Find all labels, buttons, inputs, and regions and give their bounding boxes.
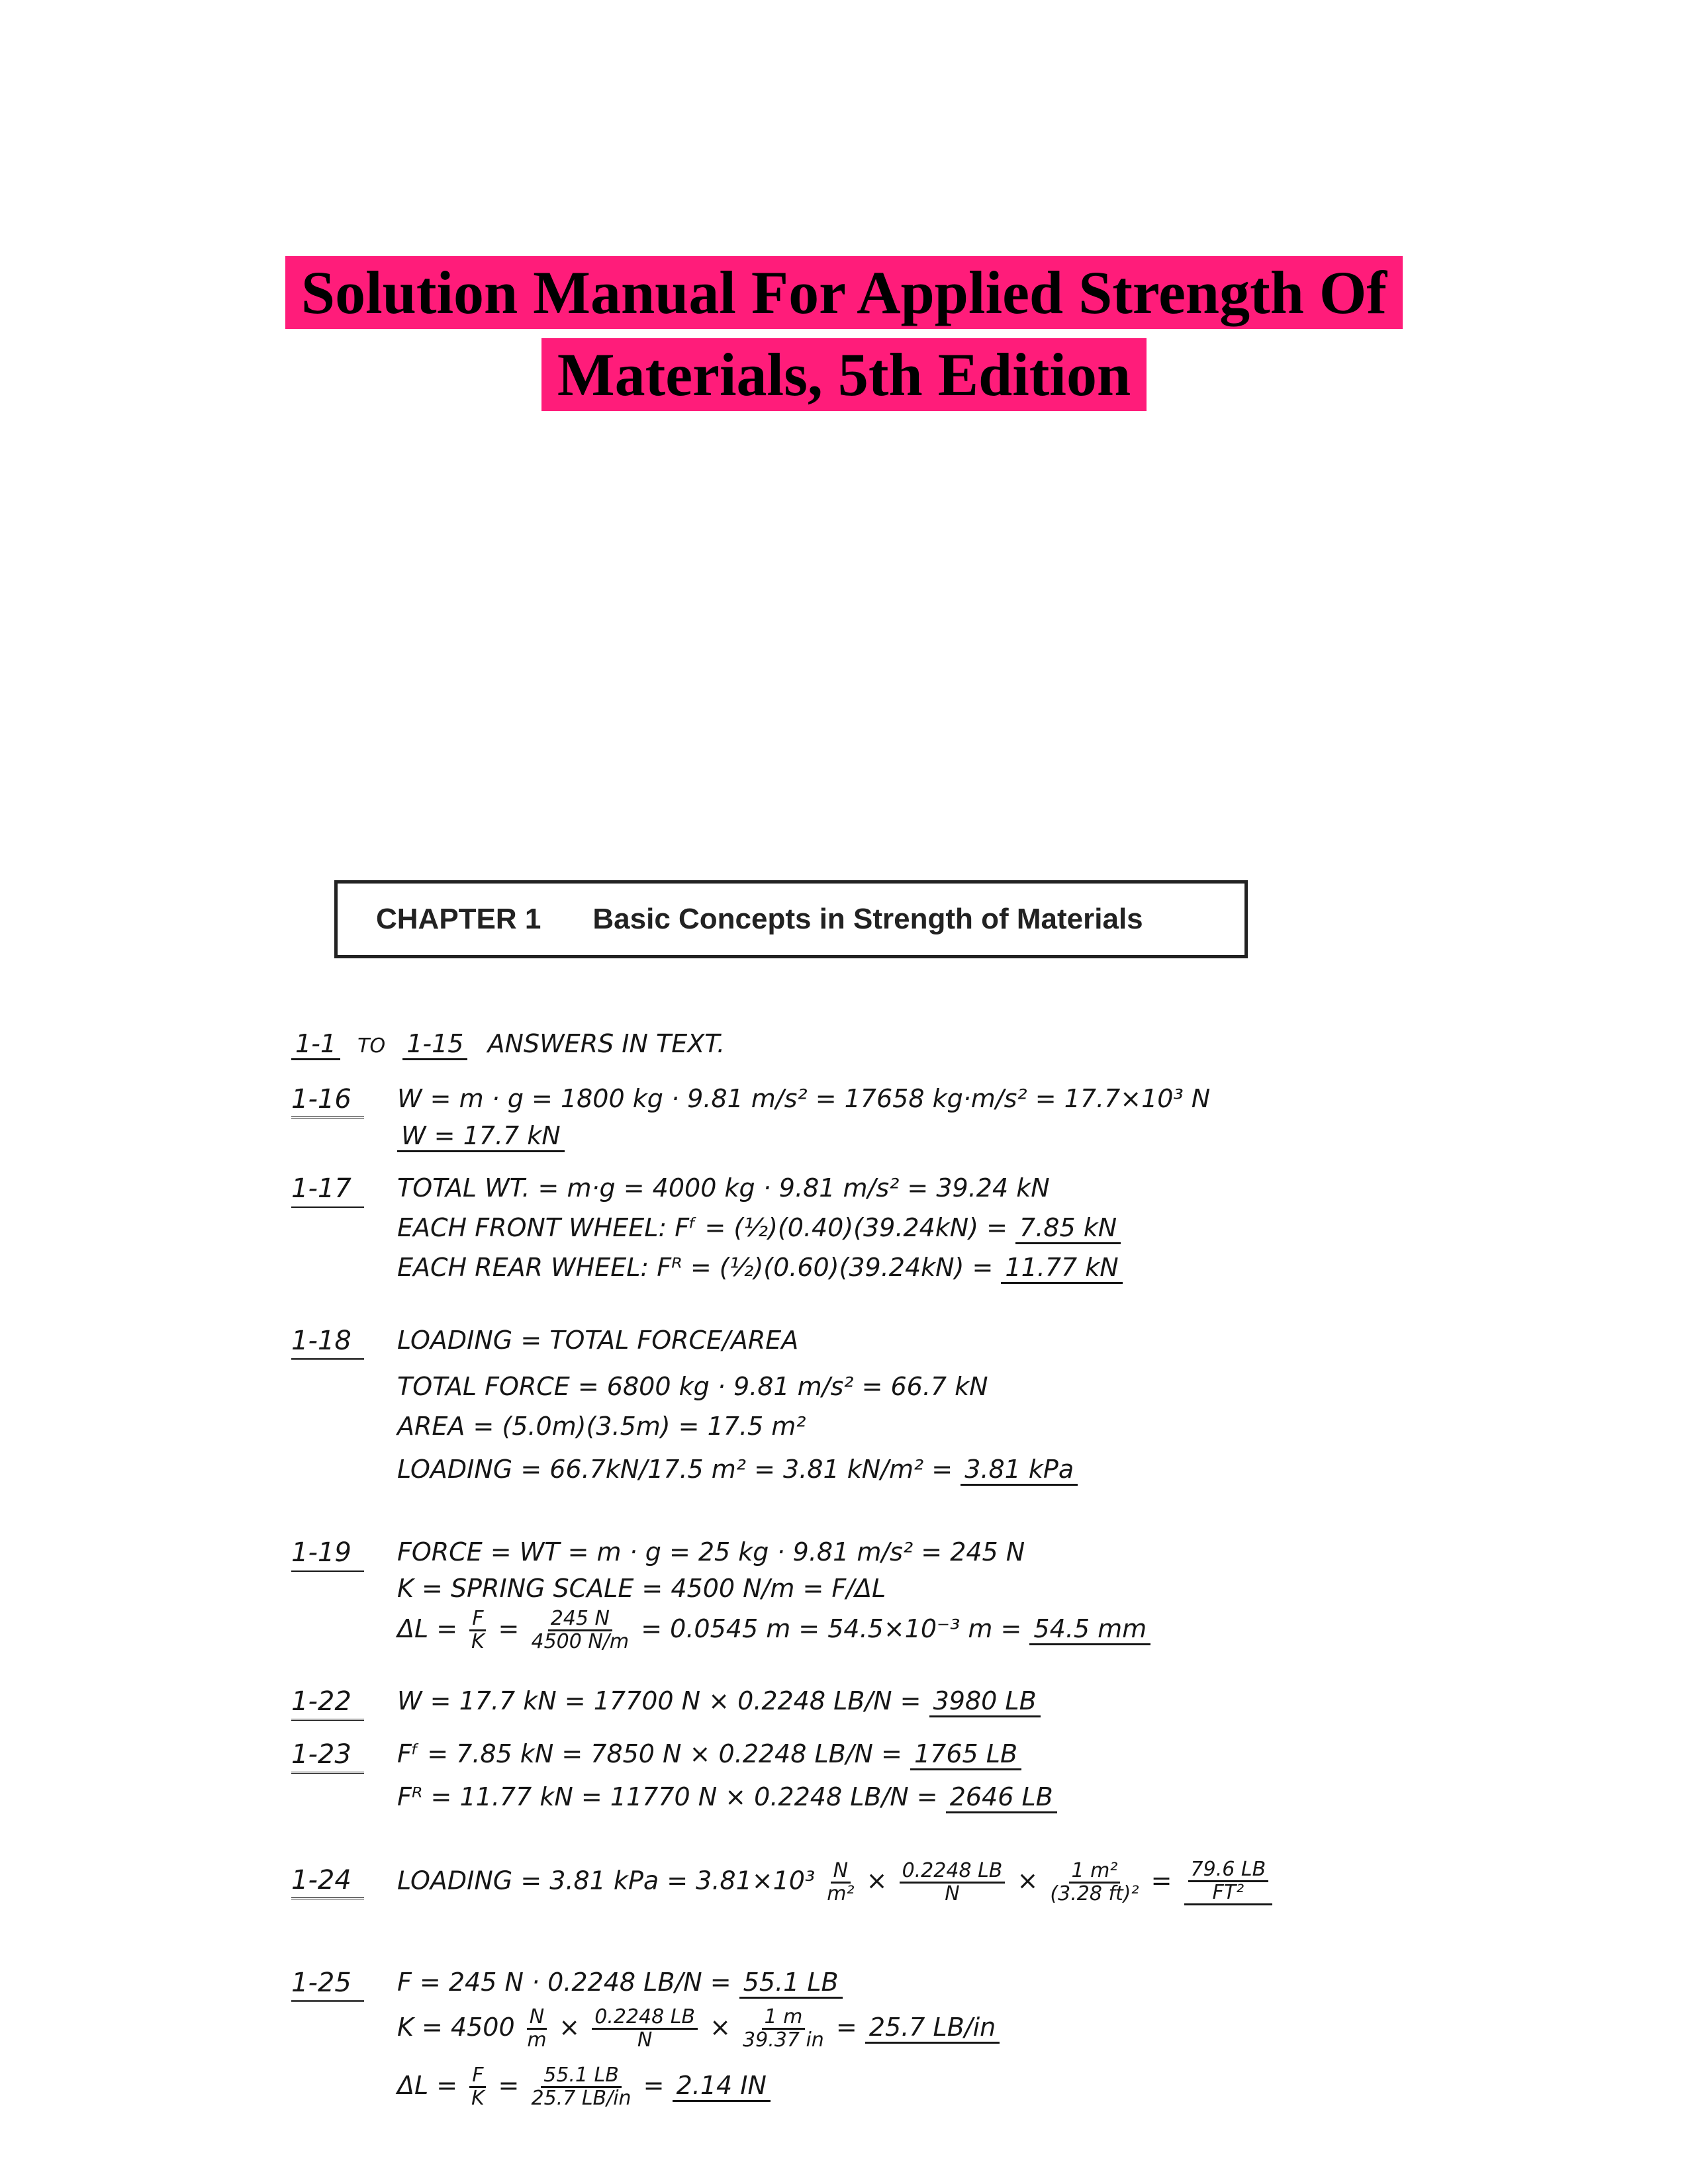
chapter-label: CHAPTER 1 <box>376 903 541 935</box>
problem-number-1-1: 1-1 <box>291 1029 340 1060</box>
fraction <box>592 2007 698 2051</box>
fraction <box>527 2007 547 2051</box>
result-expression: = 0.0545 m = 54.5×10⁻³ m = <box>641 1614 1022 1643</box>
equals: = <box>498 2071 520 2100</box>
times: × <box>559 2013 581 2042</box>
equals: = <box>835 2013 857 2042</box>
solution-line: TOTAL FORCE = 6800 kg · 9.81 m/s² = 66.7 kN <box>397 1372 988 1401</box>
problem-number: 1-24 <box>291 1863 364 1899</box>
solution-line: TOTAL WT. = m·g = 4000 kg · 9.81 m/s² = 39.24 kN <box>397 1173 1050 1203</box>
denominator: (3.28 ft)² <box>1050 1882 1139 1905</box>
solution-line <box>397 2007 1000 2051</box>
fraction <box>531 1608 629 1653</box>
solution-line <box>397 1684 1041 1717</box>
solution-line <box>397 1780 1057 1813</box>
answer: 3.81 kPa <box>961 1455 1078 1486</box>
fraction <box>827 1860 854 1905</box>
problem-number: 1-22 <box>291 1684 364 1721</box>
denominator: K <box>471 1630 485 1653</box>
denominator: 25.7 LB/in <box>531 2087 632 2110</box>
problem-number-1-15: 1-15 <box>402 1029 467 1060</box>
answer: 25.7 LB/in <box>865 2013 1000 2044</box>
fraction <box>469 2065 486 2109</box>
title-line-2: Materials, 5th Edition <box>541 338 1147 411</box>
numerator: 1 m² <box>1069 1860 1121 1884</box>
solution-line: AREA = (5.0m)(3.5m) = 17.5 m² <box>397 1412 806 1441</box>
solution-line <box>397 1608 1150 1653</box>
problem-number: 1-23 <box>291 1737 364 1774</box>
numerator: 0.2248 LB <box>592 2007 698 2030</box>
numerator: 1 m <box>762 2007 806 2030</box>
problem-1-1-to-1-15 <box>291 1029 725 1058</box>
equals: = <box>643 2071 665 2100</box>
numerator: N <box>831 1860 851 1884</box>
answer-line <box>397 1119 565 1152</box>
numerator: 55.1 LB <box>541 2065 622 2088</box>
chapter-name: Basic Concepts in Strength of Materials <box>592 903 1143 935</box>
delta-l-label: ΔL = <box>397 2071 458 2100</box>
solution-line <box>397 2065 771 2109</box>
times: × <box>866 1866 888 1895</box>
equals: = <box>498 1614 520 1643</box>
delta-l-label: ΔL = <box>397 1614 458 1643</box>
denominator: K <box>471 2087 485 2110</box>
answer: W = 17.7 kN <box>397 1121 565 1152</box>
denominator: 39.37 in <box>743 2028 824 2052</box>
rear-force-expression: Fᴿ = 11.77 kN = 11770 N × 0.2248 LB/N = <box>397 1782 938 1811</box>
fraction <box>743 2007 824 2051</box>
solution-line <box>397 1211 1121 1244</box>
problem-number: 1-16 <box>291 1082 364 1118</box>
problem-number: 1-17 <box>291 1171 364 1208</box>
problem-number: 1-18 <box>291 1324 364 1360</box>
loading-expression: LOADING = 3.81 kPa = 3.81×10³ <box>397 1866 816 1895</box>
numerator: 79.6 LB <box>1188 1859 1269 1882</box>
numerator: F <box>469 2065 486 2088</box>
solution-line: FORCE = WT = m · g = 25 kg · 9.81 m/s² = 245 N <box>397 1537 1025 1567</box>
fraction <box>1050 1860 1139 1905</box>
to-word: TO <box>357 1034 386 1058</box>
fraction <box>469 1608 486 1653</box>
answers-in-text: ANSWERS IN TEXT. <box>487 1029 726 1058</box>
title-line-1: Solution Manual For Applied Strength Of <box>285 256 1403 329</box>
fraction <box>900 1860 1006 1905</box>
problem-number: 1-25 <box>291 1966 364 2002</box>
rear-wheel-expression: EACH REAR WHEEL: Fᴿ = (½)(0.60)(39.24kN) = <box>397 1253 994 1282</box>
denominator: 4500 N/m <box>531 1630 630 1653</box>
solution-line <box>397 1453 1078 1486</box>
denominator: FT² <box>1212 1881 1244 1904</box>
answer: 54.5 mm <box>1029 1614 1150 1645</box>
numerator: 245 N <box>548 1608 612 1631</box>
solution-line: K = SPRING SCALE = 4500 N/m = F/ΔL <box>397 1574 886 1603</box>
denominator: m² <box>827 1882 855 1905</box>
numerator: 0.2248 LB <box>900 1860 1006 1884</box>
times: × <box>710 2013 731 2042</box>
answer: 55.1 LB <box>739 1968 843 1999</box>
denominator: N <box>945 1882 960 1905</box>
denominator: m <box>527 2028 547 2052</box>
equals: = <box>1150 1866 1172 1895</box>
fraction <box>531 2065 631 2109</box>
front-wheel-expression: EACH FRONT WHEEL: Fᶠ = (½)(0.40)(39.24kN) = <box>397 1213 1008 1242</box>
answer: 7.85 kN <box>1015 1213 1121 1244</box>
solution-line <box>397 1251 1123 1284</box>
solution-line: LOADING = TOTAL FORCE/AREA <box>397 1326 799 1355</box>
answer: 2646 LB <box>946 1782 1057 1813</box>
answer: 1765 LB <box>910 1739 1021 1770</box>
loading-expression: LOADING = 66.7kN/17.5 m² = 3.81 kN/m² = <box>397 1455 953 1484</box>
numerator: F <box>469 1608 486 1631</box>
answer: 2.14 IN <box>673 2071 771 2102</box>
answer: 3980 LB <box>929 1686 1041 1717</box>
solution-line: W = m · g = 1800 kg · 9.81 m/s² = 17658 kg·m/s² = 17.7×10³ N <box>397 1084 1211 1113</box>
problem-number: 1-19 <box>291 1535 364 1572</box>
solution-line <box>397 1966 843 1999</box>
conversion-expression: W = 17.7 kN = 17700 N × 0.2248 LB/N = <box>397 1686 921 1715</box>
force-expression: F = 245 N · 0.2248 LB/N = <box>397 1968 731 1997</box>
document-title <box>0 251 1688 416</box>
numerator: N <box>527 2007 547 2030</box>
solution-line <box>397 1737 1021 1770</box>
solution-line <box>397 1859 1276 1905</box>
chapter-heading-box <box>334 880 1248 958</box>
answer: 11.77 kN <box>1001 1253 1122 1284</box>
spring-expression: K = 4500 <box>397 2013 515 2042</box>
front-force-expression: Fᶠ = 7.85 kN = 7850 N × 0.2248 LB/N = <box>397 1739 902 1768</box>
answer-fraction <box>1184 1859 1273 1905</box>
times: × <box>1017 1866 1039 1895</box>
denominator: N <box>637 2028 653 2052</box>
